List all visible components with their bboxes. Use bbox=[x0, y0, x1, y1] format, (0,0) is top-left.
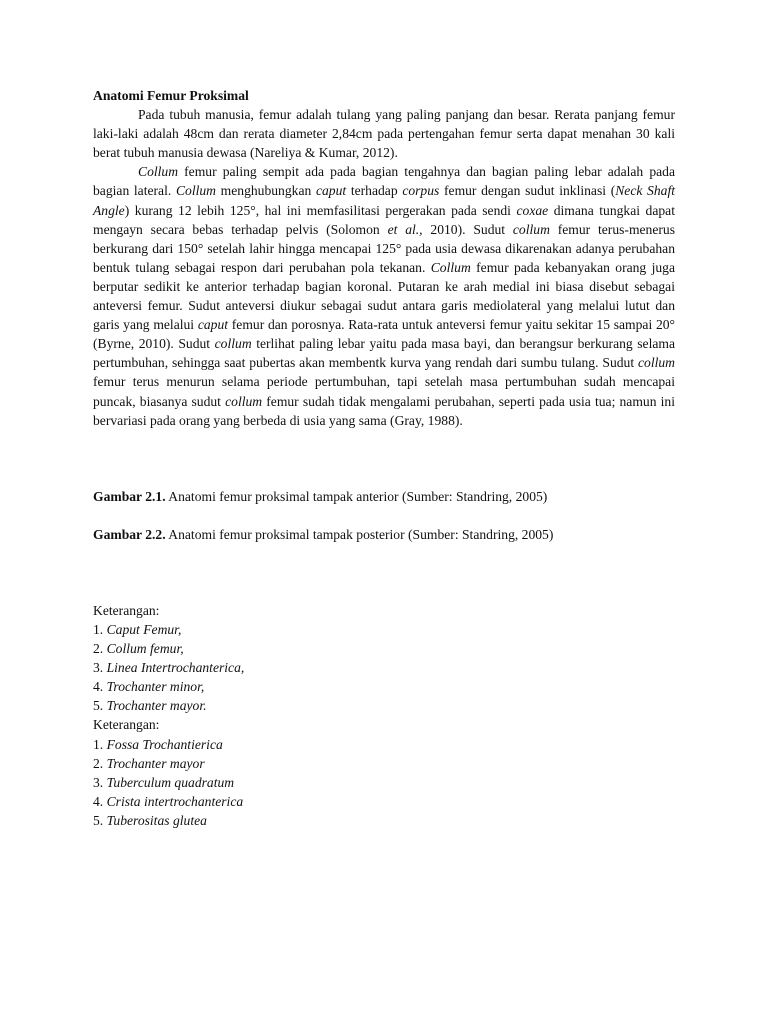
text-run: 2010). Sudut bbox=[422, 221, 513, 237]
list-item: 3. Linea Intertrochanterica, bbox=[93, 660, 245, 676]
keterangan-title: Keterangan: bbox=[93, 717, 160, 733]
text-run: menghubungkan bbox=[215, 183, 316, 199]
list-item: 3. Tuberculum quadratum bbox=[93, 774, 235, 790]
list-item: 2. Trochanter mayor bbox=[93, 755, 205, 771]
italic-term: corpus bbox=[402, 183, 440, 199]
paragraph-intro: Pada tubuh manusia, femur adalah tulang yang paling panjang dan besar. Rerata panjang femur laki-laki adalah 48cm dan rerata diameter 2,84cm pada pertengahan femur serta dapat menahan 30 kali berat tubuh manusia dewasa (Nareliya & Kumar, 2012). bbox=[93, 107, 675, 161]
italic-term: collum bbox=[214, 336, 252, 352]
caption-label: Gambar 2.1. bbox=[93, 488, 166, 504]
section-heading: Anatomi Femur Proksimal bbox=[93, 88, 249, 103]
text-run: femur sudah tidak mengalami perubahan, seperti pada usia tua; namun ini bervariasi pada orang yang berbeda di usia yang sama (Gray, 1988). bbox=[93, 393, 675, 428]
list-item: 5. Trochanter mayor. bbox=[93, 698, 207, 714]
italic-term: et al., bbox=[387, 221, 423, 237]
italic-term: caput bbox=[197, 317, 229, 333]
italic-term: coxae bbox=[516, 202, 549, 218]
italic-term: Collum bbox=[430, 259, 471, 275]
list-item: 2. Collum femur, bbox=[93, 641, 184, 657]
italic-term: Collum bbox=[175, 183, 216, 199]
list-item: 5. Tuberositas glutea bbox=[93, 812, 207, 828]
caption-label: Gambar 2.2. bbox=[93, 526, 166, 542]
caption-text: Anatomi femur proksimal tampak anterior (Sumber: Standring, 2005) bbox=[165, 488, 548, 504]
figure-caption-2 bbox=[93, 525, 583, 544]
text-run: ) kurang 12 lebih 125°, hal ini memfasilitasi pergerakan pada sendi bbox=[124, 202, 517, 218]
italic-term: Neck Shaft Angle bbox=[93, 183, 676, 218]
caption-gap bbox=[93, 506, 675, 525]
text-run: femur paling sempit ada pada bagian tengahnya dan bagian paling lebar adalah pada bagian lateral. bbox=[93, 164, 675, 199]
list-item: 1. Caput Femur, bbox=[93, 621, 182, 637]
text-run: femur terus-menerus berkurang dari 150° setelah lahir hingga mencapai 125° pada usia dewasa dikarenakan adanya perubahan bentuk tulang sebagai respon dari perubahan pola tekanan. bbox=[93, 221, 675, 275]
keterangan-block-2 bbox=[93, 715, 675, 830]
italic-term: caput bbox=[315, 183, 347, 199]
text-run: terlihat paling lebar yaitu pada masa bayi, dan berangsur berkurang selama pertumbuhan, sehingga saat pubertas akan membentk kurva yang rendah dari sumbu tulang. Sudut bbox=[93, 336, 675, 371]
paragraph-collum bbox=[93, 162, 675, 429]
caption-text: Anatomi femur proksimal tampak posterior (Sumber: Standring, 2005) bbox=[165, 526, 554, 542]
text-run: dimana tungkai dapat mengayn secara bebas terhadap pelvis (Solomon bbox=[93, 202, 675, 237]
list-item: 4. Trochanter minor, bbox=[93, 679, 205, 695]
italic-term: collum bbox=[512, 221, 550, 237]
keterangan-title: Keterangan: bbox=[93, 602, 160, 618]
list-item: 4. Crista intertrochanterica bbox=[93, 793, 244, 809]
document-page bbox=[93, 86, 675, 830]
figure-spacer bbox=[93, 430, 675, 487]
text-run: femur dan porosnya. Rata-rata untuk anteversi femur yaitu sekitar 15 sampai 20° (Byrne, 2010). Sudut bbox=[93, 317, 675, 352]
figure-caption-1 bbox=[93, 487, 583, 506]
keterangan-block-1 bbox=[93, 601, 675, 716]
text-run: terhadap bbox=[346, 183, 403, 199]
text-run: femur pada kebanyakan orang juga berputar sedikit ke anterior terhadap bagian koronal. Putaran ke arah medial ini biasa disebut sebagai anteversi femur. Sudut anteversi diukur sebagai sudut antara garis mediolateral yang melalui lutut dan garis yang melalui bbox=[93, 259, 675, 333]
italic-term: collum bbox=[225, 393, 263, 409]
text-run: femur terus menurun selama periode pertumbuhan, tapi setelah masa pertumbuhan sudah mencapai puncak, biasanya sudut bbox=[93, 374, 675, 409]
italic-term: Collum bbox=[138, 164, 179, 180]
keterangan-list bbox=[93, 735, 675, 830]
keterangan-list bbox=[93, 620, 675, 715]
italic-term: collum bbox=[638, 355, 675, 371]
figure-spacer bbox=[93, 544, 675, 601]
text-run: femur dengan sudut inklinasi ( bbox=[439, 183, 616, 199]
list-item: 1. Fossa Trochantierica bbox=[93, 736, 223, 752]
